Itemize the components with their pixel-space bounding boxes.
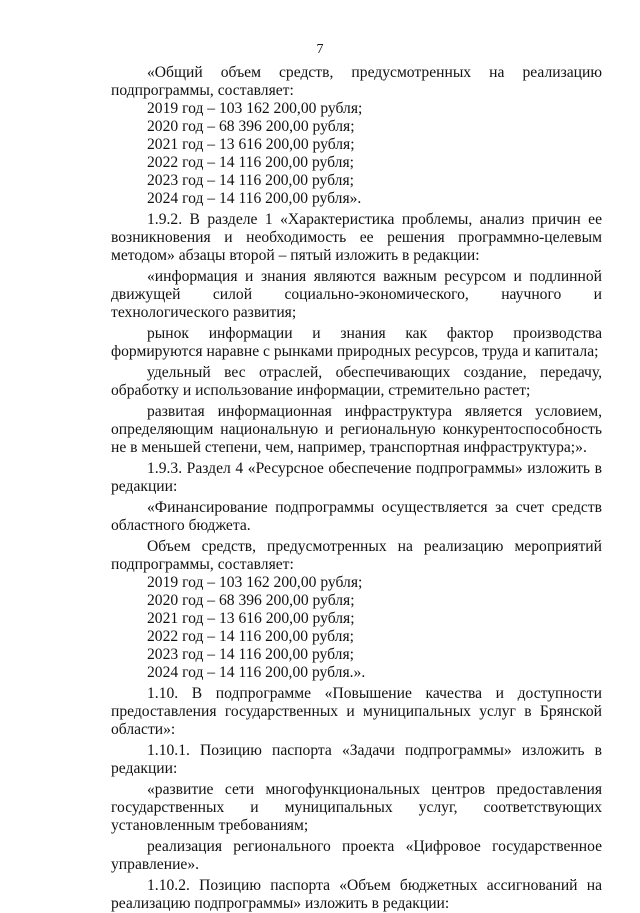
paragraph: 1.9.2. В разделе 1 «Характеристика проблемы, анализ причин ее возникновения и необходимость ее решения программно-целевым методом» абзацы второй – пятый изложить в редакции: <box>111 211 602 264</box>
year-amount-line: 2021 год – 13 616 200,00 рубля; <box>147 136 355 153</box>
year-amount-line: 2020 год – 68 396 200,00 рубля; <box>147 592 355 609</box>
year-amount-line: 2019 год – 103 162 200,00 рубля; <box>147 100 363 117</box>
year-amount-line: 2022 год – 14 116 200,00 рубля; <box>147 154 354 171</box>
paragraph: «Финансирование подпрограммы осуществляется за счет средств областного бюджета. <box>111 499 602 534</box>
year-amount-line: 2019 год – 103 162 200,00 рубля; <box>147 574 363 591</box>
paragraph: реализация регионального проекта «Цифровое государственное управление». <box>111 838 602 873</box>
year-amount-line: 2020 год – 68 396 200,00 рубля; <box>147 118 355 135</box>
year-amount-line: 2023 год – 14 116 200,00 рубля; <box>147 172 354 189</box>
paragraph: 1.10.1. Позицию паспорта «Задачи подпрограммы» изложить в редакции: <box>111 742 602 777</box>
year-amount-line: 2021 год – 13 616 200,00 рубля; <box>147 610 355 627</box>
paragraph: «развитие сети многофункциональных центров предоставления государственных и муниципальных услуг, соответствующих установленным требованиям; <box>111 781 602 834</box>
paragraph: «информация и знания являются важным ресурсом и подлинной движущей силой социально-экономического, научного и технологического развития; <box>111 268 602 321</box>
page-number: 7 <box>316 42 324 57</box>
document-body <box>111 64 602 913</box>
year-amount-line: 2024 год – 14 116 200,00 рубля». <box>147 190 362 207</box>
paragraph: «Общий объем средств, предусмотренных на реализацию подпрограммы, составляет: <box>111 64 602 99</box>
year-amount-line: 2022 год – 14 116 200,00 рубля; <box>147 628 354 645</box>
paragraph: удельный вес отраслей, обеспечивающих создание, передачу, обработку и использование информации, стремительно растет; <box>111 364 602 399</box>
paragraph: рынок информации и знания как фактор производства формируются наравне с рынками природных ресурсов, труда и капитала; <box>111 325 602 360</box>
paragraph: 1.10. В подпрограмме «Повышение качества и доступности предоставления государственных и муниципальных услуг в Брянской области»: <box>111 685 602 738</box>
paragraph: развитая информационная инфраструктура является условием, определяющим национальную и региональную конкурентоспособность не в меньшей степени, чем, например, транспортная инфраструктура;». <box>111 403 602 456</box>
paragraph: 1.10.2. Позицию паспорта «Объем бюджетных ассигнований на реализацию подпрограммы» изложить в редакции: <box>111 877 602 912</box>
paragraph: Объем средств, предусмотренных на реализацию мероприятий подпрограммы, составляет: <box>111 538 602 573</box>
paragraph: 1.9.3. Раздел 4 «Ресурсное обеспечение подпрограммы» изложить в редакции: <box>111 460 602 495</box>
year-amount-line: 2024 год – 14 116 200,00 рубля.». <box>147 664 366 681</box>
year-amount-line: 2023 год – 14 116 200,00 рубля; <box>147 646 354 663</box>
